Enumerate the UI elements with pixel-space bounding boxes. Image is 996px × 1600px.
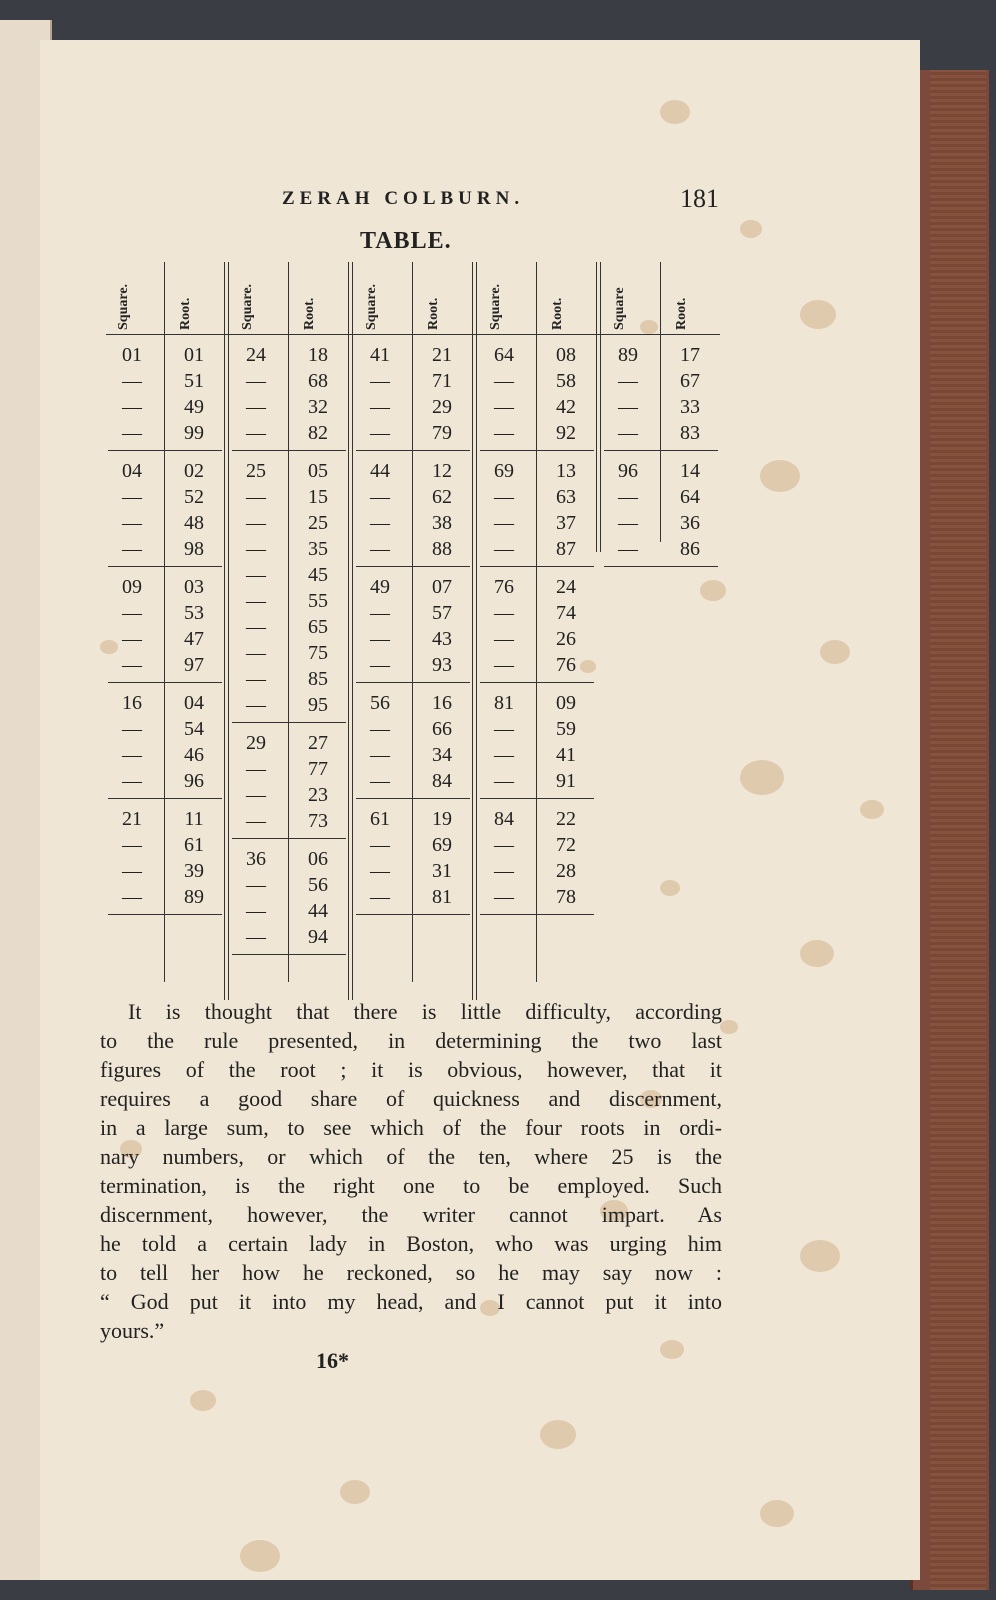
root-value: 38 [432, 512, 452, 534]
root-value: 64 [680, 486, 700, 508]
dash-mark: — [370, 538, 390, 560]
root-value: 57 [432, 602, 452, 624]
dash-mark: — [246, 874, 266, 896]
dash-mark: — [122, 602, 142, 624]
square-value: 81 [494, 692, 514, 714]
root-value: 06 [308, 848, 328, 870]
root-value: 35 [308, 538, 328, 560]
dash-mark: — [494, 770, 514, 792]
root-value: 24 [556, 576, 576, 598]
root-value: 51 [184, 370, 204, 392]
root-value: 85 [308, 668, 328, 690]
dash-mark: — [246, 668, 266, 690]
group-rule [108, 798, 222, 799]
root-value: 66 [432, 718, 452, 740]
pair-rule [476, 262, 477, 1000]
dash-mark: — [370, 770, 390, 792]
root-value: 26 [556, 628, 576, 650]
root-value: 45 [308, 564, 328, 586]
dash-mark: — [370, 654, 390, 676]
root-value: 79 [432, 422, 452, 444]
dash-mark: — [246, 616, 266, 638]
root-value: 74 [556, 602, 576, 624]
dash-mark: — [494, 886, 514, 908]
root-value: 63 [556, 486, 576, 508]
cover-cloth [930, 70, 986, 1590]
column-rule [164, 262, 165, 982]
column-header [106, 262, 158, 330]
group-rule [232, 722, 346, 723]
root-value: 31 [432, 860, 452, 882]
group-rule [480, 914, 594, 915]
dash-mark: — [618, 538, 638, 560]
root-value: 23 [308, 784, 328, 806]
pair-rule [228, 262, 229, 1000]
paragraph-line: in a large sum, to see which of the four roots in ordi- [100, 1115, 722, 1140]
group-rule [108, 566, 222, 567]
stain-spot [240, 1540, 280, 1572]
dash-mark: — [370, 602, 390, 624]
dash-mark: — [370, 512, 390, 534]
square-value: 36 [246, 848, 266, 870]
dash-mark: — [246, 784, 266, 806]
dash-mark: — [618, 422, 638, 444]
column-header-label: Square. [240, 283, 255, 330]
group-rule [232, 954, 346, 955]
square-value: 04 [122, 460, 142, 482]
stain-spot [340, 1480, 370, 1504]
group-rule [356, 798, 470, 799]
dash-mark: — [494, 860, 514, 882]
root-value: 49 [184, 396, 204, 418]
root-value: 83 [680, 422, 700, 444]
column-rule [288, 262, 289, 982]
group-rule [480, 450, 594, 451]
column-header-label: Square. [488, 283, 503, 330]
dash-mark: — [246, 396, 266, 418]
dash-mark: — [370, 886, 390, 908]
pair-rule [472, 262, 473, 1000]
page-number: 181 [680, 184, 719, 213]
dash-mark: — [494, 654, 514, 676]
dash-mark: — [618, 370, 638, 392]
column-header [540, 262, 592, 330]
root-value: 65 [308, 616, 328, 638]
column-header [292, 262, 344, 330]
root-value: 14 [680, 460, 700, 482]
paragraph-line: discernment, however, the writer cannot impart. As [100, 1202, 722, 1227]
dash-mark: — [122, 744, 142, 766]
dash-mark: — [494, 628, 514, 650]
dash-mark: — [246, 512, 266, 534]
stain-spot [860, 800, 884, 819]
pair-rule [600, 262, 601, 552]
square-value: 61 [370, 808, 390, 830]
root-value: 87 [556, 538, 576, 560]
root-value: 15 [308, 486, 328, 508]
square-value: 44 [370, 460, 390, 482]
square-value: 84 [494, 808, 514, 830]
root-value: 72 [556, 834, 576, 856]
root-value: 61 [184, 834, 204, 856]
dash-mark: — [494, 486, 514, 508]
paragraph-line: yours.” [100, 1318, 165, 1343]
root-value: 27 [308, 732, 328, 754]
table-title: TABLE. [360, 228, 452, 254]
root-value: 04 [184, 692, 204, 714]
dash-mark: — [370, 860, 390, 882]
root-value: 36 [680, 512, 700, 534]
square-value: 96 [618, 460, 638, 482]
column-header-label: Square. [116, 283, 131, 330]
dash-mark: — [494, 602, 514, 624]
root-value: 34 [432, 744, 452, 766]
square-value: 25 [246, 460, 266, 482]
dash-mark: — [370, 486, 390, 508]
root-value: 89 [184, 886, 204, 908]
stain-spot [800, 1240, 840, 1272]
root-value: 78 [556, 886, 576, 908]
root-value: 41 [556, 744, 576, 766]
stain-spot [660, 100, 690, 124]
group-rule [480, 566, 594, 567]
dash-mark: — [122, 512, 142, 534]
dash-mark: — [246, 900, 266, 922]
root-value: 25 [308, 512, 328, 534]
root-value: 55 [308, 590, 328, 612]
square-value: 56 [370, 692, 390, 714]
dash-mark: — [618, 486, 638, 508]
root-value: 56 [308, 874, 328, 896]
dash-mark: — [494, 512, 514, 534]
root-value: 71 [432, 370, 452, 392]
square-value: 21 [122, 808, 142, 830]
root-value: 39 [184, 860, 204, 882]
pair-rule [596, 262, 597, 552]
root-value: 81 [432, 886, 452, 908]
square-value: 09 [122, 576, 142, 598]
paragraph-line: to the rule presented, in determining the two last [100, 1028, 722, 1053]
group-rule [604, 450, 718, 451]
root-value: 09 [556, 692, 576, 714]
root-value: 59 [556, 718, 576, 740]
square-value: 69 [494, 460, 514, 482]
dash-mark: — [122, 654, 142, 676]
root-value: 12 [432, 460, 452, 482]
group-rule [604, 566, 718, 567]
root-value: 99 [184, 422, 204, 444]
pair-rule [224, 262, 225, 1000]
stain-spot [760, 460, 800, 492]
root-value: 93 [432, 654, 452, 676]
square-value: 89 [618, 344, 638, 366]
root-value: 58 [556, 370, 576, 392]
group-rule [356, 682, 470, 683]
dash-mark: — [122, 396, 142, 418]
dash-mark: — [122, 860, 142, 882]
column-header [602, 262, 654, 330]
root-value: 67 [680, 370, 700, 392]
column-header-label: Root. [550, 297, 565, 330]
root-value: 53 [184, 602, 204, 624]
square-value: 01 [122, 344, 142, 366]
dash-mark: — [246, 422, 266, 444]
paragraph-line: requires a good share of quickness and discernment, [100, 1086, 722, 1111]
signature-mark: 16* [316, 1348, 349, 1373]
squares-roots-table [106, 262, 700, 1002]
dash-mark: — [370, 422, 390, 444]
root-value: 69 [432, 834, 452, 856]
root-value: 29 [432, 396, 452, 418]
dash-mark: — [122, 770, 142, 792]
dash-mark: — [246, 758, 266, 780]
dash-mark: — [246, 926, 266, 948]
root-value: 62 [432, 486, 452, 508]
root-value: 19 [432, 808, 452, 830]
square-value: 64 [494, 344, 514, 366]
dash-mark: — [122, 886, 142, 908]
root-value: 92 [556, 422, 576, 444]
dash-mark: — [246, 486, 266, 508]
root-value: 73 [308, 810, 328, 832]
dash-mark: — [122, 486, 142, 508]
paragraph-line: nary numbers, or which of the ten, where 25 is the [100, 1144, 722, 1169]
group-rule [108, 450, 222, 451]
header-rule [106, 334, 720, 335]
root-value: 11 [184, 808, 204, 830]
root-value: 97 [184, 654, 204, 676]
column-header [416, 262, 468, 330]
column-header [230, 262, 282, 330]
dash-mark: — [122, 628, 142, 650]
paragraph-line: he told a certain lady in Boston, who was urging him [100, 1231, 722, 1256]
root-value: 28 [556, 860, 576, 882]
root-value: 68 [308, 370, 328, 392]
root-value: 08 [556, 344, 576, 366]
pair-rule [348, 262, 349, 1000]
dash-mark: — [618, 512, 638, 534]
group-rule [108, 682, 222, 683]
root-value: 96 [184, 770, 204, 792]
dash-mark: — [494, 744, 514, 766]
dash-mark: — [494, 370, 514, 392]
paragraph-line: figures of the root ; it is obvious, however, that it [100, 1057, 722, 1082]
stain-spot [760, 1500, 794, 1527]
dash-mark: — [122, 834, 142, 856]
paragraph-line: to tell her how he reckoned, so he may say now : [100, 1260, 722, 1285]
paragraph-line: It is thought that there is little difficulty, according [128, 999, 722, 1024]
root-value: 07 [432, 576, 452, 598]
root-value: 16 [432, 692, 452, 714]
root-value: 05 [308, 460, 328, 482]
group-rule [356, 914, 470, 915]
dash-mark: — [246, 564, 266, 586]
dash-mark: — [122, 538, 142, 560]
root-value: 43 [432, 628, 452, 650]
group-rule [108, 914, 222, 915]
stain-spot [800, 940, 834, 967]
dash-mark: — [246, 538, 266, 560]
dash-mark: — [494, 538, 514, 560]
root-value: 98 [184, 538, 204, 560]
root-value: 47 [184, 628, 204, 650]
square-value: 76 [494, 576, 514, 598]
running-title: ZERAH COLBURN. [282, 188, 525, 209]
root-value: 48 [184, 512, 204, 534]
root-value: 37 [556, 512, 576, 534]
square-value: 24 [246, 344, 266, 366]
group-rule [480, 682, 594, 683]
dash-mark: — [122, 422, 142, 444]
stain-spot [800, 300, 836, 329]
paragraph-line: “ God put it into my head, and I cannot put it into [100, 1289, 722, 1314]
root-value: 17 [680, 344, 700, 366]
dash-mark: — [370, 370, 390, 392]
dash-mark: — [246, 694, 266, 716]
root-value: 44 [308, 900, 328, 922]
group-rule [356, 450, 470, 451]
dash-mark: — [246, 810, 266, 832]
column-header-label: Square. [364, 283, 379, 330]
root-value: 33 [680, 396, 700, 418]
root-value: 42 [556, 396, 576, 418]
paragraph-line: termination, is the right one to be employed. Such [100, 1173, 722, 1198]
column-header-label: Root. [302, 297, 317, 330]
column-header-label: Root. [674, 297, 689, 330]
root-value: 94 [308, 926, 328, 948]
dash-mark: — [618, 396, 638, 418]
column-header [354, 262, 406, 330]
dash-mark: — [494, 718, 514, 740]
dash-mark: — [246, 370, 266, 392]
root-value: 21 [432, 344, 452, 366]
stain-spot [820, 640, 850, 664]
column-header-label: Root. [178, 297, 193, 330]
square-value: 16 [122, 692, 142, 714]
dash-mark: — [246, 590, 266, 612]
root-value: 88 [432, 538, 452, 560]
root-value: 03 [184, 576, 204, 598]
root-value: 91 [556, 770, 576, 792]
group-rule [480, 798, 594, 799]
stain-spot [700, 580, 726, 601]
column-rule [660, 262, 661, 542]
group-rule [232, 838, 346, 839]
dash-mark: — [370, 834, 390, 856]
dash-mark: — [122, 718, 142, 740]
root-value: 76 [556, 654, 576, 676]
root-value: 32 [308, 396, 328, 418]
root-value: 84 [432, 770, 452, 792]
root-value: 02 [184, 460, 204, 482]
column-header [168, 262, 220, 330]
root-value: 95 [308, 694, 328, 716]
group-rule [356, 566, 470, 567]
group-rule [232, 450, 346, 451]
stain-spot [740, 760, 784, 795]
column-header [478, 262, 530, 330]
column-header-label: Square [612, 287, 627, 330]
column-rule [412, 262, 413, 982]
dash-mark: — [494, 422, 514, 444]
body-paragraph [100, 997, 722, 1345]
root-value: 86 [680, 538, 700, 560]
dash-mark: — [494, 396, 514, 418]
dash-mark: — [370, 744, 390, 766]
dash-mark: — [122, 370, 142, 392]
dash-mark: — [370, 396, 390, 418]
root-value: 77 [308, 758, 328, 780]
dash-mark: — [494, 834, 514, 856]
pair-rule [352, 262, 353, 1000]
root-value: 75 [308, 642, 328, 664]
root-value: 54 [184, 718, 204, 740]
root-value: 82 [308, 422, 328, 444]
dash-mark: — [246, 642, 266, 664]
stain-spot [540, 1420, 576, 1449]
dash-mark: — [370, 628, 390, 650]
root-value: 01 [184, 344, 204, 366]
root-value: 52 [184, 486, 204, 508]
column-header [664, 262, 716, 330]
dash-mark: — [370, 718, 390, 740]
column-header-label: Root. [426, 297, 441, 330]
root-value: 46 [184, 744, 204, 766]
root-value: 18 [308, 344, 328, 366]
square-value: 41 [370, 344, 390, 366]
stain-spot [190, 1390, 216, 1411]
root-value: 13 [556, 460, 576, 482]
stain-spot [720, 1020, 738, 1034]
book-page [40, 40, 920, 1580]
square-value: 49 [370, 576, 390, 598]
column-rule [536, 262, 537, 982]
square-value: 29 [246, 732, 266, 754]
stain-spot [740, 220, 762, 238]
root-value: 22 [556, 808, 576, 830]
